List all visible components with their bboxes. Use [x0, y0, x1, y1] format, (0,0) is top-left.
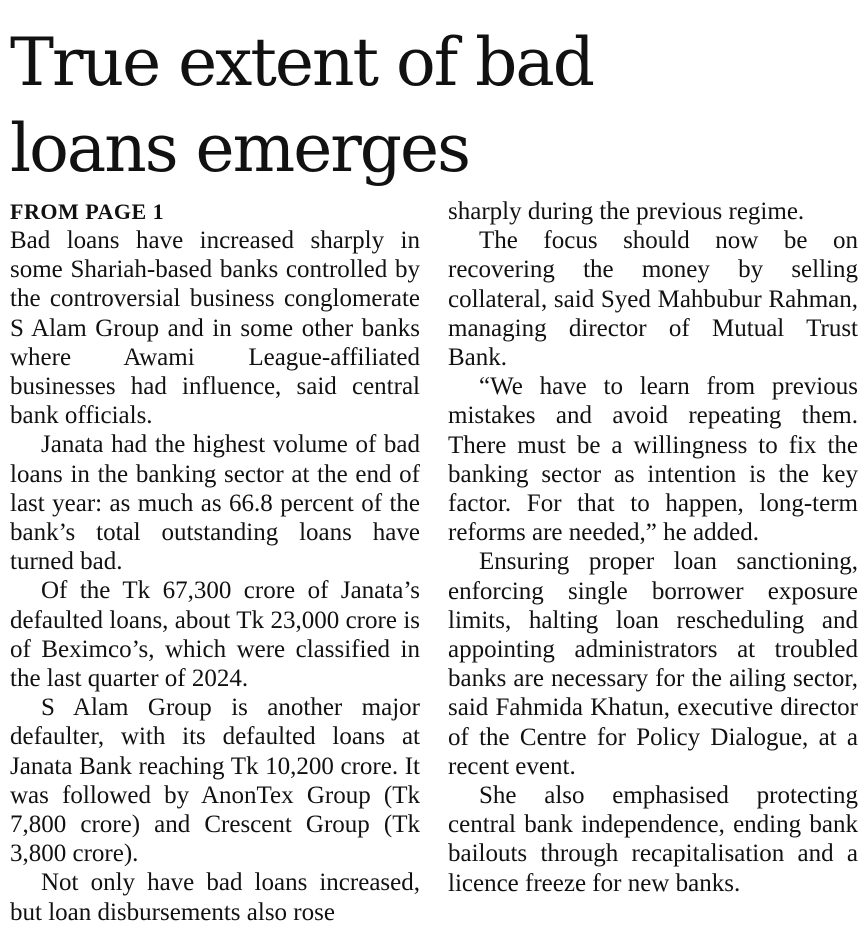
body-paragraph: Of the Tk 67,300 crore of Janata’s defaulted loans, about Tk 23,000 crore is of Beximco’s, which were classified in the last quarter of 2024. — [10, 577, 420, 693]
body-paragraph: Ensuring proper loan sanctioning, enforcing single borrower exposure limits, halting loan rescheduling and appointing administrators at troubled banks are necessary for the ailing sector, said Fahmida Khatun, executive director of the Centre for Policy Dialogue, at a recent event. — [448, 548, 858, 780]
body-paragraph: Janata had the highest volume of bad loans in the banking sector at the end of last year: as much as 66.8 percent of the bank’s total outstanding loans have turned bad. — [10, 431, 420, 576]
article-column-left — [10, 197, 420, 927]
body-paragraph: She also emphasised protecting central bank independence, ending bank bailouts through recapitalisation and a licence freeze for new banks. — [448, 782, 858, 897]
body-paragraph: Bad loans have increased sharply in some Shariah-based banks controlled by the controversial business conglomerate S Alam Group and in some other banks where Awami League-affiliated businesses had influence, said central bank officials. — [10, 227, 420, 430]
headline-line-2: loans emerges — [10, 110, 469, 187]
article-column-right — [448, 197, 858, 898]
body-paragraph: Not only have bad loans increased, but loan disbursements also rose — [10, 869, 420, 926]
continuation-kicker: FROM PAGE 1 — [10, 199, 165, 224]
body-paragraph: “We have to learn from previous mistakes and avoid repeating them. There must be a willingness to fix the banking sector as intention is the key factor. For that to happen, long-term reforms are needed,” he added. — [448, 373, 858, 547]
body-paragraph-continued: sharply during the previous regime. — [448, 198, 805, 225]
body-paragraph: S Alam Group is another major defaulter, with its defaulted loans at Janata Bank reaching Tk 10,200 crore. It was followed by AnonTex Group (Tk 7,800 crore) and Crescent Group (Tk 3,800 crore). — [10, 694, 420, 868]
body-paragraph: The focus should now be on recovering the money by selling collateral, said Syed Mahbubur Rahman, managing director of Mutual Trust Bank. — [448, 227, 858, 372]
headline-line-1: True extent of bad — [10, 24, 593, 101]
headline — [10, 20, 860, 192]
